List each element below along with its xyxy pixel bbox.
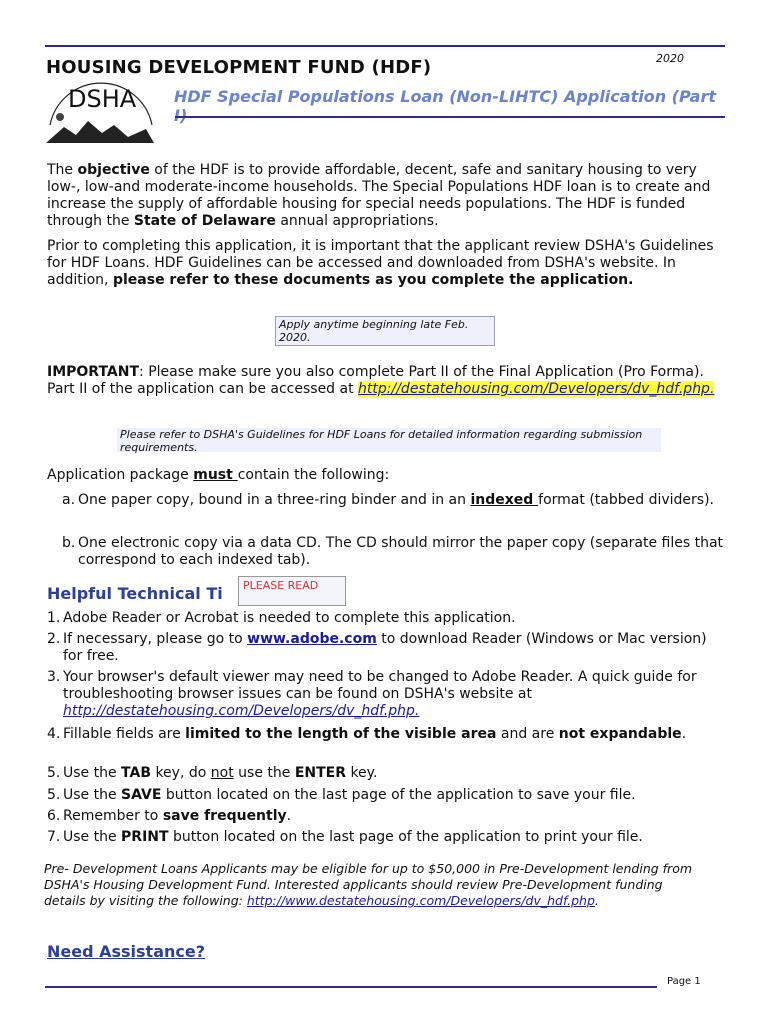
objective-paragraph: The objective of the HDF is to provide affordable, decent, safe and sanitary housing to very low-, low-and moderate-income households. The Special Populations HDF loan is to create and increase the supply of affordable housing for special needs populations. The HDF is funded through the State of Delaware annual appropriations. (47, 162, 711, 229)
assistance-heading: Need Assistance? (47, 942, 206, 961)
subtitle-rule (175, 116, 725, 118)
page-number: Page 1 (667, 976, 701, 987)
tip-item-5b: 5. Use the SAVE button located on the last page of the application to save your file. (47, 787, 636, 803)
predev-link[interactable]: http://www.destatehousing.com/Developers/dv_hdf.php (246, 893, 595, 908)
logo-text: DSHA (68, 85, 137, 113)
package-item-a: a. One paper copy, bound in a three-ring binder and in an indexed format (tabbed dividers). (62, 492, 714, 508)
apply-date-box: Apply anytime beginning late Feb. 2020. (275, 316, 495, 346)
header-rule (45, 45, 725, 47)
page-subtitle: HDF Special Populations Loan (Non-LIHTC) Application (Part (174, 87, 716, 106)
tip-item-6: 6. Remember to save frequently. (47, 808, 292, 824)
footer-rule (45, 986, 657, 988)
tip-item-2: 2. If necessary, please go to www.adobe.com to download Reader (Windows or Mac version) for free. (47, 631, 707, 664)
year: 2020 (656, 52, 684, 65)
guidelines-note: Please refer to DSHA's Guidelines for HDF Loans for detailed information regarding submission requirements. (117, 428, 661, 452)
package-intro: Application package must contain the following: (47, 467, 390, 483)
tip-item-1: 1. Adobe Reader or Acrobat is needed to complete this application. (47, 610, 516, 626)
predev-paragraph: Pre- Development Loans Applicants may be eligible for up to $50,000 in Pre-Development lending from DSHA's Housing Development Fund. Interested applicants should review Pre-Development funding details by visiting the following: http://www.destatehousing.com/Developers/dv_hdf.php. (44, 861, 693, 908)
package-item-b: b. One electronic copy via a data CD. The CD should mirror the paper copy (separate files that correspond to each indexed tab). (62, 535, 724, 568)
hdf-link[interactable]: http://destatehousing.com/Developers/dv_hdf.php. (63, 703, 420, 719)
please-read-note: PLEASE READ (238, 576, 346, 606)
page-title: HOUSING DEVELOPMENT FUND (HDF) (46, 57, 432, 78)
tips-heading: Helpful Technical Ti (47, 584, 223, 603)
important-paragraph: IMPORTANT: Please make sure you also complete Part II of the Final Application (Pro Forma). Part II of the application can be accessed at http://destatehousing.com/Developers/dv_hdf.php. (47, 364, 715, 397)
prior-paragraph: Prior to completing this application, it is important that the applicant review DSHA's Guidelines for HDF Loans. HDF Guidelines can be accessed and downloaded from DSHA's website. In addition, please refer to these documents as you complete the application. (47, 238, 714, 288)
tip-item-4: 4. Fillable fields are limited to the length of the visible area and are not expandable. (47, 726, 687, 742)
logo-sun (56, 113, 64, 121)
part2-link[interactable]: http://destatehousing.com/Developers/dv_hdf.php. (358, 381, 715, 397)
tip-item-3: 3. Your browser's default viewer may need to be changed to Adobe Reader. A quick guide for troubleshooting browser issues can be found on DSHA's website at http://destatehousing.com/Developers/dv_hdf.php. (47, 669, 697, 719)
adobe-link[interactable]: www.adobe.com (247, 631, 377, 647)
logo-houses (46, 121, 154, 143)
tip-item-7: 7. Use the PRINT button located on the last page of the application to print your file. (47, 829, 643, 845)
tip-item-5: 5. Use the TAB key, do not use the ENTER key. (47, 765, 378, 781)
